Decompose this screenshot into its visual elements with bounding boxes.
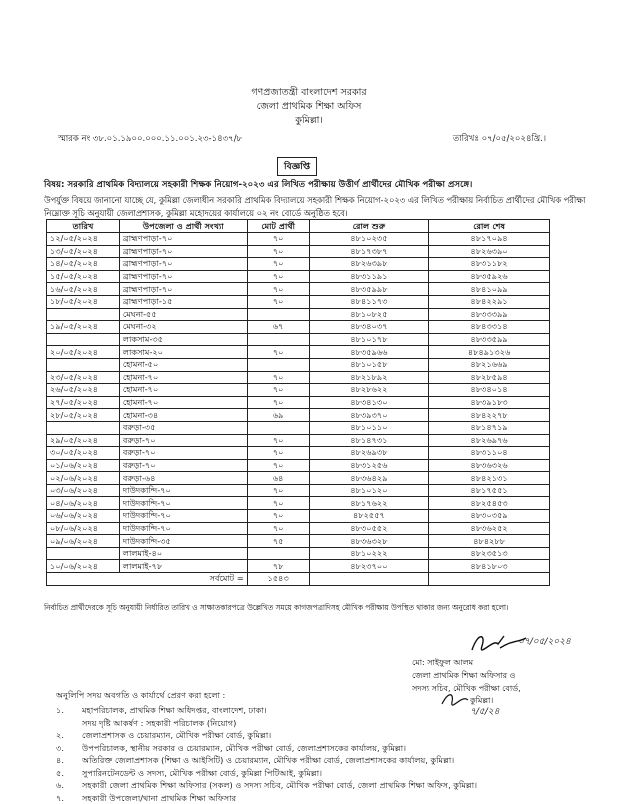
total-cell: ৭০: [247, 384, 309, 397]
cc-item-number: ৬.: [56, 779, 82, 792]
roll-end-cell: ৪৮৪২২৭৮: [429, 409, 550, 422]
roll-end-cell: ৪৮২৮৫৯৪: [429, 371, 550, 384]
roll-end-cell: ৪৮৩৬২৫২: [429, 522, 550, 535]
roll-end-cell: ৪৮৩৩৩৯৯: [429, 308, 550, 321]
upazila-cell: হোমনা-৩৪: [119, 409, 247, 422]
col-header-roll-start: রোল শুরু: [309, 220, 429, 233]
roll-end-cell: ৪৮৩৫৯২৬: [429, 270, 550, 283]
total-label: সর্বমোট =: [47, 573, 248, 586]
date-cell: ০৮/০৬/২০২৪: [47, 522, 120, 535]
cc-list-item: [56, 729, 596, 742]
cc-item-number: ৩.: [56, 742, 82, 755]
upazila-cell: হোমনা-৫০: [119, 358, 247, 371]
date-cell: ২৮/০৫/২০২৪: [47, 409, 120, 422]
date-cell: ০৪/০৬/২০২৪: [47, 497, 120, 510]
total-cell: ৭০: [247, 497, 309, 510]
cc-list-item: [56, 742, 596, 755]
cc-item-number: [56, 717, 82, 730]
cc-item-text: অতিরিক্ত জেলাপ্রশাসক (শিক্ষা ও আইসিটি) ও চেয়ারম্যান, মৌখিক পরীক্ষা বোর্ড, জেলাপ্রশাসকের কার্যালয়, কুমিল্লা।: [82, 754, 454, 767]
cc-list-item: [56, 754, 596, 767]
date-cell: ২৩/০৫/২০২৪: [47, 371, 120, 384]
upazila-cell: বরুড়া-৬৪: [119, 472, 247, 485]
roll-start-cell: ৪৮১০২৩৫: [309, 233, 429, 246]
date-cell: [47, 421, 120, 434]
roll-end-cell: ৪৮৩৯১৮৩: [429, 396, 550, 409]
date-cell: ২৭/০৫/২০২৪: [47, 396, 120, 409]
table-row: [47, 459, 550, 472]
total-cell: [247, 421, 309, 434]
table-row: [47, 321, 550, 334]
cc-item-text: উপপরিচালক, স্থানীয় সরকার ও চেয়ারম্যান, মৌখিক পরীক্ষা বোর্ড, জেলাপ্রশাসকের কার্যালয়, কুমিল্লা।: [82, 742, 406, 755]
signature-date: ০৭/০৫/২০২৪: [518, 634, 571, 649]
upazila-cell: বরুড়া-৭০: [119, 459, 247, 472]
cc-list-item: [56, 779, 596, 792]
cc-item-number: ২.: [56, 729, 82, 742]
table-header-row: [47, 220, 550, 233]
date-cell: ০৯/০৬/২০২৪: [47, 535, 120, 548]
cc-item-text: সুপারিনটেনডেন্ট ও সদস্য, মৌখিক পরীক্ষা বোর্ড, কুমিল্লা পিটিআই, কুমিল্লা।: [82, 767, 322, 780]
cc-item-text: সহকারী উপজেলা/থানা প্রাথমিক শিক্ষা অফিসার: [82, 792, 236, 804]
table-row: [47, 409, 550, 422]
roll-start-cell: ৪৮১৭৬২২: [309, 497, 429, 510]
issue-date: তারিখঃ ০৭/০৫/২০২৪খ্রি.।: [453, 132, 546, 146]
roll-end-cell: ৪৮৩১১০৪: [429, 447, 550, 460]
roll-start-cell: ৪৮২৬৩৯৮: [309, 258, 429, 271]
total-cell: ৭০: [247, 346, 309, 359]
upazila-cell: ব্রাহ্মণপাড়া-৭০: [119, 270, 247, 283]
roll-end-cell: ৪৮৪২৮৮: [429, 535, 550, 548]
roll-start-cell: ৪৮১০২২২: [309, 547, 429, 560]
table-row: [47, 447, 550, 460]
roll-start-cell: ৪৮৩১১৯১: [309, 270, 429, 283]
roll-start-cell: ৪৮৩৪১৩০: [309, 396, 429, 409]
memo-number: স্মারক নং ৩৮.০১.১৯০০.০০০.১১.০০১.২৩-১৪৩৭/৮: [58, 132, 242, 146]
upazila-cell: লালমাই-৪০: [119, 547, 247, 560]
roll-start-cell: ৪৮১০১৫৮: [309, 358, 429, 371]
upazila-cell: লাকসাম-২০: [119, 346, 247, 359]
table-row: [47, 371, 550, 384]
upazila-cell: দাউদকান্দি-৭০: [119, 497, 247, 510]
upazila-cell: হোমনা-৭০: [119, 396, 247, 409]
date-cell: ০২/০৬/২০২৪: [47, 472, 120, 485]
roll-start-cell: ৪৮২৬৯৩৮: [309, 447, 429, 460]
table-row: [47, 472, 550, 485]
roll-start-cell: ৪৮২৩৭০০: [309, 560, 429, 573]
date-cell: ১০/০৬/২০২৪: [47, 560, 120, 573]
upazila-cell: দাউদকান্দি-৭০: [119, 522, 247, 535]
total-cell: ৭০: [247, 522, 309, 535]
roll-end-cell: ৪৮১৭৫৫১: [429, 484, 550, 497]
roll-start-cell: ৪৮৩৬৪২৯: [309, 472, 429, 485]
table-row: [47, 270, 550, 283]
table-row: [47, 396, 550, 409]
upazila-cell: ব্রাহ্মণপাড়া-৭০: [119, 233, 247, 246]
table-row: [47, 245, 550, 258]
date-cell: ১৯/০৫/২০২৪: [47, 321, 120, 334]
upazila-cell: দাউদকান্দি-৭০: [119, 510, 247, 523]
date-cell: ১৮/০৫/২০২৪: [47, 295, 120, 308]
roll-start-cell: ৪৮৩৪০৩৭: [309, 321, 429, 334]
upazila-cell: মেঘনা-৩২: [119, 321, 247, 334]
notice-title: বিজ্ঞপ্তি: [277, 157, 317, 176]
upazila-cell: ব্রাহ্মণপাড়া-৭০: [119, 283, 247, 296]
roll-end-cell: ৪৮১৭০৯৪: [429, 233, 550, 246]
total-cell: ৭০: [247, 258, 309, 271]
cc-item-text: সহকারী জেলা প্রাথমিক শিক্ষা অফিসার (সকল) ও সদস্য সচিব, মৌখিক পরীক্ষা বোর্ড, জেলা প্রাথমিক শিক্ষা অফিস, কুমিল্লা।: [82, 779, 477, 792]
date-cell: ২৬/০৫/২০২৪: [47, 384, 120, 397]
roll-end-cell: ৪৮৩৬৩২৬: [429, 459, 550, 472]
table-row: [47, 333, 550, 346]
cc-item-number: ৪.: [56, 754, 82, 767]
table-row: [47, 535, 550, 548]
total-cell: ৬৭: [247, 321, 309, 334]
roll-start-cell: ৪৮১৭৩৮৭: [309, 245, 429, 258]
roll-end-cell: ৪৮৪৯১৩২৬: [429, 346, 550, 359]
date-cell: [47, 547, 120, 560]
header-office: জেলা প্রাথমিক শিক্ষা অফিস: [0, 100, 618, 115]
roll-end-cell: ৪৮২৬৩৯০: [429, 245, 550, 258]
upazila-cell: লালমাই-৭৮: [119, 560, 247, 573]
cc-item-text: মহাপরিচালক, প্রাথমিক শিক্ষা অধিদপ্তর, বাংলাদেশ, ঢাকা।: [82, 704, 267, 717]
roll-start-cell: ৪৮২৫৫৭: [309, 510, 429, 523]
roll-start-cell: ৪৮৩৬৩২৮: [309, 535, 429, 548]
total-cell: ৭০: [247, 510, 309, 523]
header-district: কুমিল্লা।: [0, 114, 618, 129]
roll-end-cell: ৪৮৪১০৯৯: [429, 283, 550, 296]
total-cell: [247, 547, 309, 560]
table-row: [47, 547, 550, 560]
col-header-total: মোট প্রার্থী: [247, 220, 309, 233]
roll-start-cell: ৪৮১০১৭৮: [309, 333, 429, 346]
total-cell: ৬৪: [247, 472, 309, 485]
total-cell: ৭০: [247, 295, 309, 308]
roll-end-cell: ৪৮১৪৭১৯: [429, 421, 550, 434]
col-header-upazila: উপজেলা ও প্রার্থী সংখ্যা: [119, 220, 247, 233]
date-cell: ০৩/০৬/২০২৪: [47, 484, 120, 497]
date-cell: ০৬/০৬/২০২৪: [47, 510, 120, 523]
upazila-cell: বরুড়া-৭০: [119, 434, 247, 447]
roll-end-cell: ৪৮২৫৪৫৩: [429, 497, 550, 510]
roll-start-cell: ৪৮১০১২০: [309, 484, 429, 497]
cc-title: অনুলিপি সদয় অবগতি ও কার্যার্থে প্রেরণ করা হলো :: [56, 690, 225, 703]
table-row: [47, 484, 550, 497]
table-row: [47, 295, 550, 308]
cc-list-item: [56, 717, 596, 730]
table-row: [47, 434, 550, 447]
table-row: [47, 421, 550, 434]
upazila-cell: ব্রাহ্মণপাড়া-৭০: [119, 245, 247, 258]
table-row: [47, 358, 550, 371]
total-cell: ৭০: [247, 233, 309, 246]
total-cell: ৭০: [247, 270, 309, 283]
total-cell: ৭৫: [247, 535, 309, 548]
total-value: ১৫৪৩: [247, 573, 309, 586]
upazila-cell: হোমনা-৭০: [119, 384, 247, 397]
signatory-title: জেলা প্রাথমিক শিক্ষা অফিসার ও: [412, 669, 612, 682]
header-government: গণপ্রজাতন্ত্রী বাংলাদেশ সরকার: [0, 86, 618, 101]
upazila-cell: বরুড়া-৭০: [119, 447, 247, 460]
total-cell: ৭০: [247, 283, 309, 296]
upazila-cell: লাকসাম-৩৫: [119, 333, 247, 346]
cc-list-item: [56, 704, 596, 717]
date-cell: ১৩/০৫/২০২৪: [47, 245, 120, 258]
body-paragraph: উপর্যুক্ত বিষয়ে জানানো যাচ্ছে যে, কুমিল্লা জেলাধীন সরকারি প্রাথমিক বিদ্যালয়ে সহকারী শিক্ষক নিয়োগ-২০২৩ এর লিখিত পরীক্ষায় নির্বাচিত প্রার্থীদের মৌখিক পরীক্ষা নিম্নোক্ত সূচি অনুযায়ী জেলাপ্রশাসক, কুমিল্লা মহোদয়ের কার্যালয়ে ০২ নং বোর্ডে অনুষ্ঠিত হবে।: [44, 194, 592, 220]
subject-line: বিষয়: সরকারি প্রাথমিক বিদ্যালয়ে সহকারী শিক্ষক নিয়োগ-২০২৩ এর লিখিত পরীক্ষায় উত্তীর্ণ প্রার্থীদের মৌখিক পরীক্ষা প্রসঙ্গে।: [44, 178, 590, 192]
date-cell: ৩০/০৫/২০২৪: [47, 447, 120, 460]
upazila-cell: বরুড়া-৩৫: [119, 421, 247, 434]
table-row: [47, 384, 550, 397]
upazila-cell: ব্রাহ্মণপাড়া-১৫: [119, 295, 247, 308]
date-cell: ০১/০৬/২০২৪: [47, 459, 120, 472]
upazila-cell: দাউদকান্দি-৭০: [119, 484, 247, 497]
cc-item-number: ৫.: [56, 767, 82, 780]
total-cell: [247, 333, 309, 346]
total-cell: ৭০: [247, 434, 309, 447]
roll-start-cell: ৪৮২৮৬২২: [309, 384, 429, 397]
roll-end-cell: ৪৮৩০৩৫৯: [429, 510, 550, 523]
cc-item-number: ১.: [56, 704, 82, 717]
upazila-cell: হোমনা-৭০: [119, 371, 247, 384]
col-header-roll-end: রোল শেষ: [429, 220, 550, 233]
date-cell: ২৯/০৫/২০২৪: [47, 434, 120, 447]
roll-start-cell: ৪৮১০৮২৫: [309, 308, 429, 321]
table-row: [47, 560, 550, 573]
col-header-date: তারিখ: [47, 220, 120, 233]
total-cell: ৭০: [247, 245, 309, 258]
roll-start-cell: ৪৮৩৫৯৯৮: [309, 283, 429, 296]
table-row: [47, 233, 550, 246]
cc-list-item: [56, 767, 596, 780]
roll-end-cell: ৪৮৩১১৮২: [429, 258, 550, 271]
total-cell: ৬৯: [247, 409, 309, 422]
total-cell: [247, 358, 309, 371]
table-row: [47, 522, 550, 535]
signatory-location: কুমিল্লা।: [470, 695, 493, 708]
date-cell: ১৬/০৫/২০২৪: [47, 283, 120, 296]
second-signature-date: ৭/৫/২৪: [470, 704, 499, 719]
table-row: [47, 283, 550, 296]
table-row: [47, 497, 550, 510]
roll-end-cell: ৪৮২৩৫১৩: [429, 547, 550, 560]
roll-end-cell: ৪৮২৬৯৭৬: [429, 434, 550, 447]
date-cell: ১৫/০৫/২০২৪: [47, 270, 120, 283]
roll-start-cell: ৪৮২১৮৯২: [309, 371, 429, 384]
roll-end-cell: ৪৮৪২১৩১: [429, 472, 550, 485]
total-cell: [247, 308, 309, 321]
roll-end-cell: ৪৮৩৪০১৪: [429, 384, 550, 397]
total-cell: ৭০: [247, 396, 309, 409]
total-cell: ৭০: [247, 371, 309, 384]
cc-item-text: সদয় দৃষ্টি আকর্ষণ : সহকারী পরিচালক (নিয়োগ): [82, 717, 236, 730]
total-cell: ৭৮: [247, 560, 309, 573]
date-cell: ১৪/০৫/২০২৪: [47, 258, 120, 271]
upazila-cell: দাউদকান্দি-৩৫: [119, 535, 247, 548]
date-cell: [47, 358, 120, 371]
roll-start-cell: ৪৮৩৫৯৬৬: [309, 346, 429, 359]
cc-list-item: [56, 792, 596, 804]
roll-end-cell: ৪৮২১৬৬৯: [429, 358, 550, 371]
roll-end-cell: ৪৮৪২২৯১: [429, 295, 550, 308]
roll-start-cell: ৪৮৩১২৫৬: [309, 459, 429, 472]
footnote: নির্বাচিত প্রার্থীদেরকে সূচি অনুযায়ী নির্ধারিত তারিখ ও সাক্ষাতকারপত্রে উল্লেখিত সময়ে কাগজপত্রাদিসহ মৌখিক পরীক্ষায় উপস্থিত থাকার জন্য অনুরোধ করা হলো।: [44, 603, 509, 615]
table-row: [47, 308, 550, 321]
table-row: [47, 510, 550, 523]
table-row: [47, 258, 550, 271]
signatory-role: সদস্য সচিব, মৌখিক পরীক্ষা বোর্ড,: [412, 682, 612, 695]
cc-list: [56, 704, 596, 804]
roll-end-cell: ৪৮৪১৮০৩: [429, 560, 550, 573]
table-total-row: [47, 573, 550, 586]
total-cell: ৭০: [247, 459, 309, 472]
roll-start-cell: ৪৮১৪৭৩১: [309, 434, 429, 447]
schedule-table: [46, 219, 550, 586]
roll-start-cell: ৪৮৩০৫৫২: [309, 522, 429, 535]
roll-end-cell: ৪৮৩৩৫৯৯: [429, 333, 550, 346]
upazila-cell: ব্রাহ্মণপাড়া-৭০: [119, 258, 247, 271]
roll-start-cell: ৪৮৩৯৩৭০: [309, 409, 429, 422]
roll-start-cell: ৪৮১০১১০: [309, 421, 429, 434]
roll-end-cell: ৪৮৪৩৩১৪: [429, 321, 550, 334]
signatory-name: মো: সাইফুল আলম: [412, 656, 612, 669]
upazila-cell: মেঘনা-৫৫: [119, 308, 247, 321]
roll-start-cell: ৪৮৪১১৭৩: [309, 295, 429, 308]
date-cell: ১২/০৫/২০২৪: [47, 233, 120, 246]
cc-item-number: ৭.: [56, 792, 82, 804]
cc-item-text: জেলাপ্রশাসক ও চেয়ারম্যান, মৌখিক পরীক্ষা বোর্ড, কুমিল্লা।: [82, 729, 271, 742]
total-cell: ৭০: [247, 484, 309, 497]
total-cell: ৭০: [247, 447, 309, 460]
date-cell: ২০/০৫/২০২৪: [47, 346, 120, 359]
date-cell: [47, 333, 120, 346]
table-row: [47, 346, 550, 359]
date-cell: [47, 308, 120, 321]
